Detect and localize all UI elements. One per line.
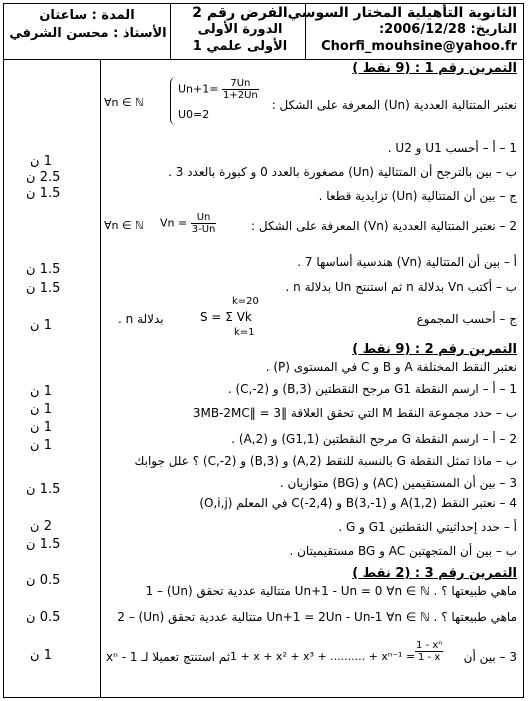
- vn-definition: Vn = $\frac{Un}{3-Un}$: [160, 212, 216, 235]
- teacher-name: الأستاذ : محسن الشرفي: [9, 26, 167, 41]
- ex2-q4a: أ – حدد إحداثيتي النقطتين G1 و G .: [338, 520, 517, 534]
- ex2-q2a: 2 – أ – ارسم النقطة G مرجح النقطتين (G1,1) و (A,2) .: [231, 432, 517, 446]
- forall-n-1: ∀n ∈ ℕ: [104, 96, 144, 109]
- points-column-divider: [100, 59, 101, 698]
- points-ex1-q2b: 1.5 ن: [26, 281, 61, 296]
- exam-session: الدورة الأولى: [197, 22, 283, 37]
- points-ex2-q3: 1.5 ن: [26, 482, 61, 497]
- ex1-intro: نعتبر المتتالية العددية (Un) المعرفة على الشكل :: [271, 98, 517, 112]
- ex3-q1: 1 – (Un) متتالية عددية تحقق Un+1 - Un = 0 ∀n ∈ ℕ . ماهي طبيعتها ؟: [145, 584, 517, 598]
- sum-lower-bound: k=1: [234, 327, 255, 338]
- points-ex3-q1: 0.5 ن: [26, 573, 61, 588]
- exercise-3-title: التمرين رقم 3 : (2 نقط ): [352, 566, 517, 581]
- ex2-q2b: ب – ماذا تمثل النقطة G بالنسبة للنقط (A,2) و (B,3) و (C,-2) ؟ علل جوابك: [134, 454, 517, 468]
- sum-upper-bound: k=20: [232, 296, 259, 307]
- ex1-q2c: ج – أحسب المجموع: [416, 312, 517, 326]
- points-ex2-q1b: 1 ن: [30, 402, 52, 417]
- points-ex1-q2c: 1 ن: [30, 318, 52, 333]
- geometric-sum-expression: 1 + x + x² + x³ + .......... + xⁿ⁻¹ =: [230, 650, 416, 663]
- ex2-intro: نعتبر النقط المختلفة A و B و C في المستوى (P) .: [265, 360, 517, 374]
- sum-expression: S = Σ Vk: [200, 310, 252, 324]
- ex1-q2b: ب – أكتب Vn بدلالة n ثم استنتج Un بدلالة n .: [285, 280, 517, 294]
- points-ex2-q2a: 1 ن: [30, 420, 52, 435]
- ex2-q4: 4 – نعتبر النقط A(1,2) و B(3,-1) و C(-2,4) في المعلم (O,i,j): [199, 496, 517, 510]
- ex3-q3-lead: 3 – بين أن: [463, 650, 517, 664]
- ex1-q2c-tail: بدلالة n .: [118, 312, 164, 326]
- ex1-q1c: ج – بين أن المتتالية (Un) تزايدية قطعا .: [318, 189, 517, 203]
- header-divider: [3, 59, 524, 60]
- ex1-recurrence: Un+1= $\frac{7Un}{1+2Un}$: [178, 78, 258, 101]
- header-divider-left: [170, 3, 171, 59]
- points-ex2-q2b: 1 ن: [30, 438, 52, 453]
- ex2-q1b: ب – حدد مجموعة النقط M التي تحقق العلاقة ‖3MB-2MC‖ = 3: [192, 406, 517, 420]
- exam-duration: المدة : ساعتان: [39, 8, 135, 23]
- ex2-q4b: ب – بين أن المتجهتين AC و BG مستقيميتان .: [289, 544, 517, 558]
- points-ex1-q1a: 1 ن: [30, 154, 52, 169]
- exercise-1-title: التمرين رقم 1 : (9 نقط ): [352, 61, 517, 76]
- ex3-q2: 2 – (Un) متتالية عددية تحقق Un+1 = 2Un - Un-1 ∀n ∈ ℕ . ماهي طبيعتها ؟: [117, 610, 517, 624]
- exam-number: الفرض رقم 2: [192, 5, 288, 21]
- points-ex1-q1c: 1.5 ن: [26, 186, 61, 201]
- exercise-2-title: التمرين رقم 2 : (9 نقط ): [352, 342, 517, 357]
- points-ex1-q2a: 1.5 ن: [26, 262, 61, 277]
- ex3-q3-tail: ثم استنتج تعميلا لـ 1 - xⁿ: [106, 650, 231, 664]
- system-brace: [170, 77, 177, 125]
- ex1-q1a: 1 – أ – أحسب U1 و U2 .: [387, 141, 517, 155]
- ex1-initial-term: U0=2: [178, 108, 210, 121]
- ex1-q2: 2 – نعتبر المتتالية العددية (Vn) المعرفة على الشكل :: [251, 219, 517, 233]
- points-ex1-q1b: 2.5 ن: [26, 170, 61, 185]
- teacher-email: Chorfi_mouhsine@yahoo.fr: [321, 39, 517, 54]
- ex2-q1a: 1 – أ – ارسم النقطة G1 مرجح النقطتين (B,3) و (C,-2) .: [227, 382, 517, 396]
- points-ex3-q2: 0.5 ن: [26, 610, 61, 625]
- forall-n-2: ∀n ∈ ℕ: [104, 219, 144, 232]
- ex1-q1b: ب – بين بالترجح أن المتتالية (Un) مصغورة بالعدد 0 و كبورة بالعدد 3 .: [168, 165, 517, 179]
- ex1-q2a: أ – بين أن المتتالية (Vn) هندسية أساسها 7 .: [297, 255, 517, 269]
- points-ex2-q4b: 1.5 ن: [26, 537, 61, 552]
- points-ex2-q4a: 2 ن: [30, 519, 52, 534]
- points-ex2-q1a: 1 ن: [30, 384, 52, 399]
- exam-date: التاريخ: 2006/12/28:: [378, 22, 517, 37]
- points-ex3-q3: 1 ن: [30, 648, 52, 663]
- geometric-sum-fraction: $\frac{\text{1 - xⁿ}}{1 - x}$: [416, 640, 443, 663]
- class-level: الأولى علمي 1: [192, 39, 288, 54]
- ex2-q3: 3 – بين أن المستقيمين (AC) و (BG) متوازيان .: [279, 476, 517, 490]
- school-name: الثانوية التأهيلية المختار السوسي: [287, 5, 517, 21]
